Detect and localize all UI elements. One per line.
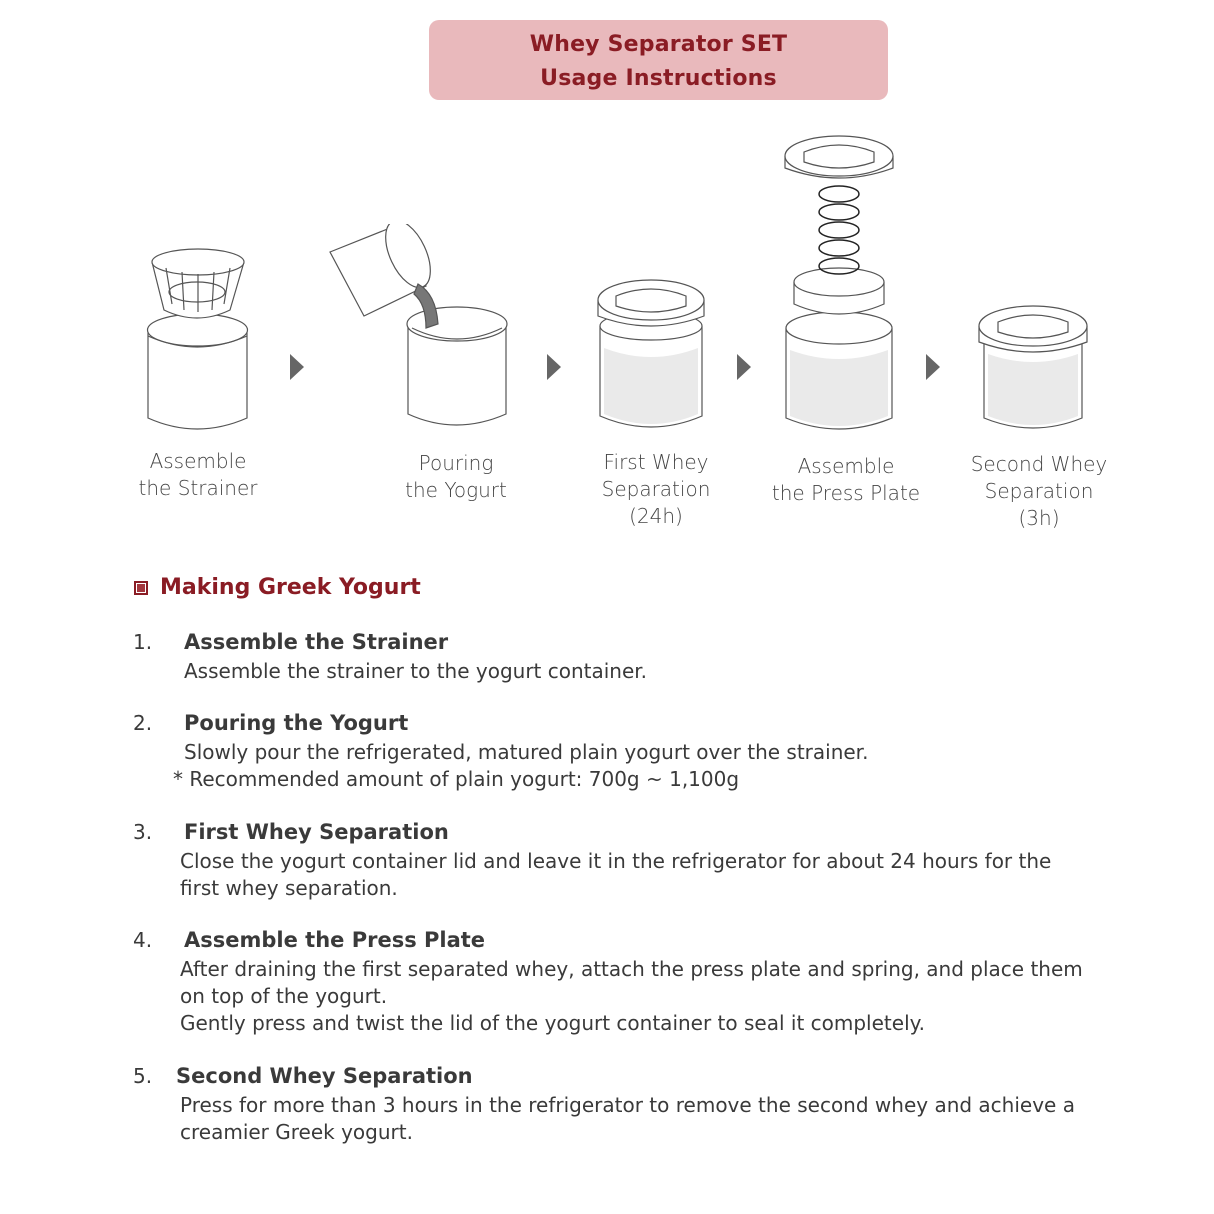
section-title-text: Making Greek Yogurt bbox=[160, 575, 421, 600]
step-label-line: Assemble bbox=[797, 454, 895, 478]
instruction-line: Gently press and twist the lid of the yogurt container to seal it completely. bbox=[180, 1011, 925, 1035]
step-label-line: Pouring bbox=[418, 451, 494, 475]
step-label-line: (3h) bbox=[1018, 506, 1060, 530]
closed-container-icon bbox=[594, 278, 709, 438]
square-bullet-icon bbox=[134, 581, 148, 595]
instruction-number: 1. bbox=[133, 630, 153, 654]
instruction-heading: Assemble the Strainer bbox=[184, 630, 449, 654]
step-label-1 bbox=[118, 448, 278, 502]
section-title bbox=[134, 575, 421, 600]
instruction-note: * Recommended amount of plain yogurt: 700g ~ 1,100g bbox=[173, 767, 740, 791]
right-triangle-arrow-icon bbox=[290, 354, 304, 380]
instruction-body bbox=[180, 956, 1120, 1037]
step-label-line: the Strainer bbox=[138, 476, 258, 500]
right-triangle-arrow-icon bbox=[737, 354, 751, 380]
instruction-heading: First Whey Separation bbox=[184, 820, 449, 844]
step-label-line: (24h) bbox=[629, 504, 683, 528]
instruction-body bbox=[173, 739, 1124, 793]
instruction-line: first whey separation. bbox=[180, 876, 398, 900]
instruction-line: Press for more than 3 hours in the refrigerator to remove the second whey and achieve a bbox=[180, 1093, 1075, 1117]
sealed-container-icon bbox=[976, 304, 1091, 438]
instruction-heading: Assemble the Press Plate bbox=[184, 928, 486, 952]
instruction-body bbox=[180, 848, 1120, 902]
instruction-heading: Pouring the Yogurt bbox=[184, 711, 409, 735]
instruction-number: 2. bbox=[133, 711, 153, 735]
step-label-line: Second Whey bbox=[970, 452, 1108, 476]
instruction-line: Assemble the strainer to the yogurt container. bbox=[184, 659, 648, 683]
instruction-line: Slowly pour the refrigerated, matured plain yogurt over the strainer. bbox=[184, 740, 869, 764]
instruction-number: 3. bbox=[133, 820, 153, 844]
right-triangle-arrow-icon bbox=[926, 354, 940, 380]
instruction-line: After draining the first separated whey, attach the press plate and spring, and place them bbox=[180, 957, 1083, 981]
instruction-line: Close the yogurt container lid and leave it in the refrigerator for about 24 hours for the bbox=[180, 849, 1052, 873]
step-label-line: the Yogurt bbox=[405, 478, 507, 502]
instruction-body bbox=[180, 1092, 1120, 1146]
step-label-2 bbox=[376, 450, 536, 504]
step-label-line: Assemble bbox=[149, 449, 247, 473]
instruction-line: on top of the yogurt. bbox=[180, 984, 388, 1008]
step-label-4 bbox=[756, 453, 936, 507]
step-label-line: First Whey bbox=[603, 450, 709, 474]
container-with-strainer-icon bbox=[140, 248, 255, 438]
step-label-line: the Press Plate bbox=[771, 481, 921, 505]
instruction-number: 4. bbox=[133, 928, 153, 952]
right-triangle-arrow-icon bbox=[547, 354, 561, 380]
step-label-5 bbox=[954, 451, 1124, 532]
title-line-2: Usage Instructions bbox=[540, 66, 777, 91]
instruction-line: creamier Greek yogurt. bbox=[180, 1120, 413, 1144]
step-label-3 bbox=[576, 449, 736, 530]
step-label-line: Separation bbox=[601, 477, 711, 501]
title-banner bbox=[429, 20, 888, 100]
steps-illustration-row bbox=[0, 120, 1214, 560]
instruction-heading: Second Whey Separation bbox=[176, 1064, 473, 1088]
pouring-yogurt-icon bbox=[328, 224, 518, 434]
instruction-body bbox=[184, 658, 1124, 685]
press-plate-spring-icon bbox=[782, 132, 897, 438]
instruction-number: 5. bbox=[133, 1064, 153, 1088]
step-label-line: Separation bbox=[984, 479, 1094, 503]
title-line-1: Whey Separator SET bbox=[529, 32, 788, 57]
